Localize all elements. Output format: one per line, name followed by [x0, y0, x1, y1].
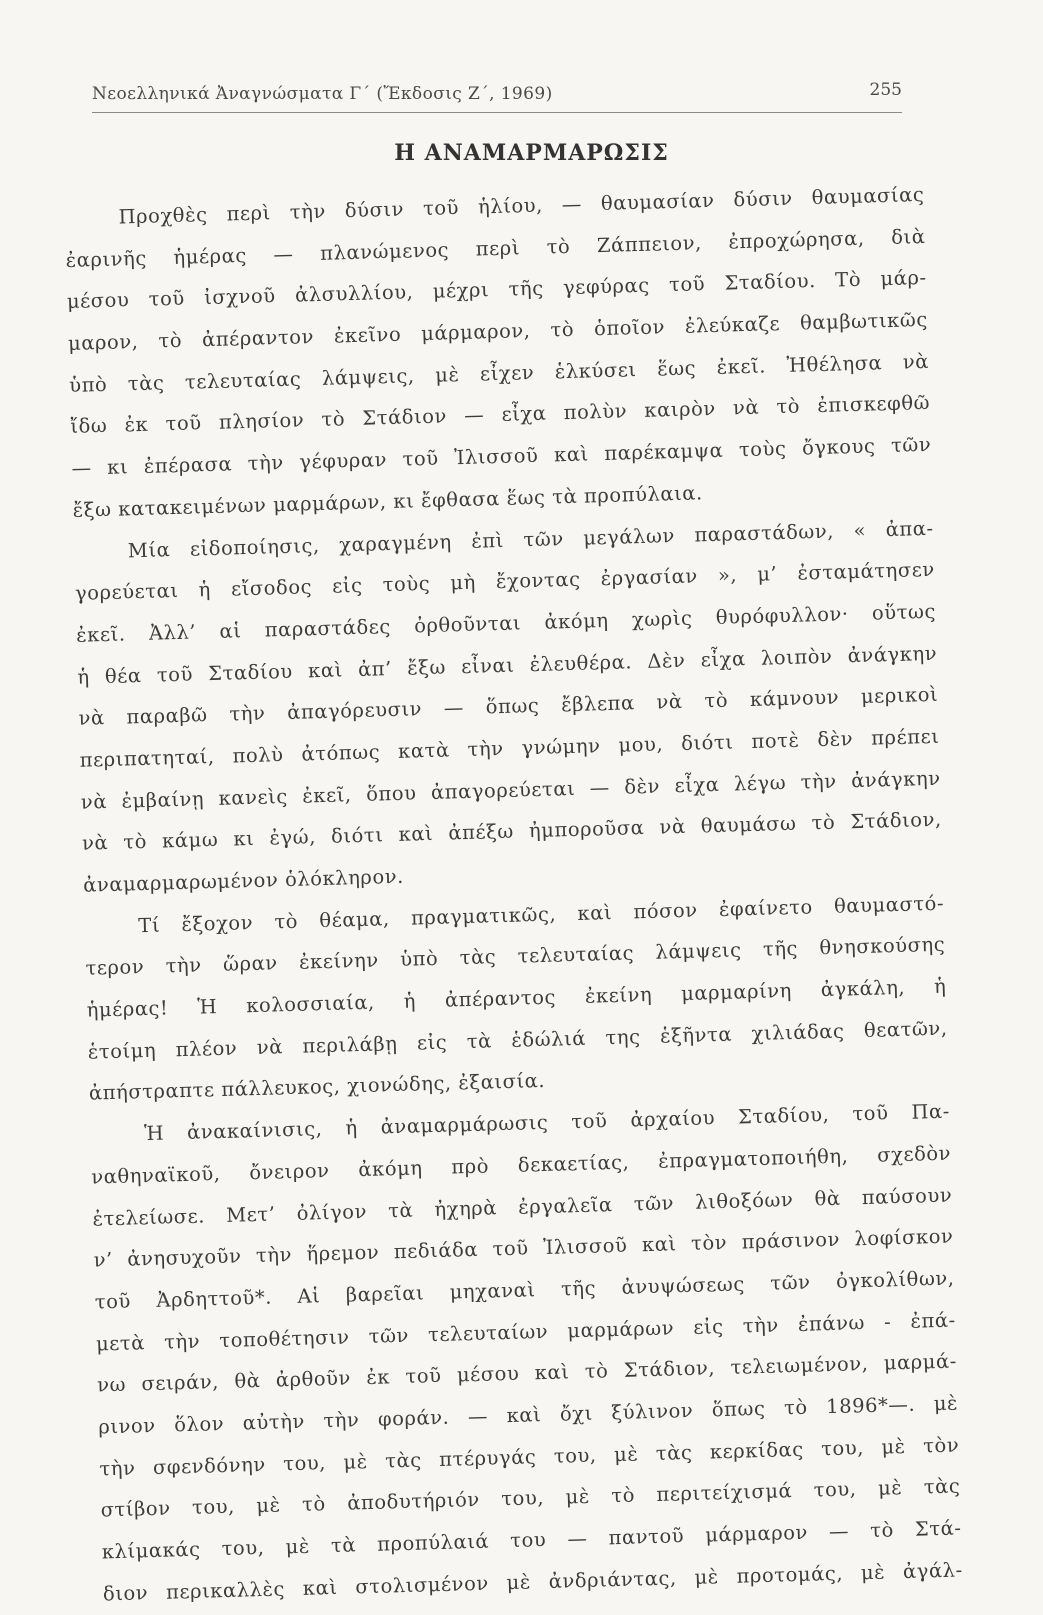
text-line: νὰ τὸ κάμω κι ἐγώ, διότι καὶ ἀπέξω ἠμποροῦσα νὰ θαυμάσω τὸ Στάδιον,: [81, 808, 943, 856]
text-line: ὑπὸ τὰς τελευταίας λάμψεις, μὲ εἶχεν ἑλκύσει ἕως ἐκεῖ. Ἠθέλησα νὰ: [68, 349, 930, 397]
text-line: νὰ ἐμβαίνῃ κανεὶς ἐκεῖ, ὅπου ἀπαγορεύεται — δὲν εἶχα λέγω τὴν ἀνάγκην: [80, 766, 941, 814]
text-line: ἀναμαρμαρωμένον ὁλόκληρον.: [82, 864, 405, 897]
text-line: τερον τὴν ὥραν ἐκείνην ὑπὸ τὰς τελευταίας λάμψεις τῆς θνησκούσης: [85, 933, 946, 981]
text-line: μέσου τοῦ ἰσχνοῦ ἀλσυλλίου, μέχρι τῆς γεφύρας τοῦ Σταδίου. Τὸ μάρ-: [66, 266, 927, 314]
text-line: ἡμέρας! Ἡ κολοσσιαία, ἡ ἀπέραντος ἐκείνη μαρμαρίνη ἀγκάλη, ἡ: [86, 974, 947, 1022]
text-line: διον περικαλλὲς καὶ στολισμένον μὲ ἀνδριάντας, μὲ προτομάς, μὲ ἀγάλ-: [102, 1558, 963, 1606]
text-line: ἑτοίμη πλέον νὰ περιλάβῃ εἰς τὰ ἑδώλιά της ἑξῆντα χιλιάδας θεατῶν,: [87, 1016, 948, 1064]
text-line: ἀπήστραπτε πάλλευκος, χιονώδης, ἐξαισία.: [88, 1069, 546, 1106]
text-line: ἔξω κατακειμένων μαρμάρων, κι ἔφθασα ἕως τὰ προπύλαια.: [72, 481, 703, 522]
text-line: ρινον ὅλον αὐτὴν τὴν φοράν. — καὶ ὄχι ξύλινον ὅπως τὸ 1896*—. μὲ: [98, 1391, 959, 1439]
text-line: νὰ παραβῶ τὴν ἀπαγόρευσιν — ὅπως ἔβλεπα νὰ τὸ κάμνουν μερικοὶ: [78, 683, 939, 731]
text-line: — κι ἐπέρασα τὴν γέφυραν τοῦ Ἰλισσοῦ καὶ παρέκαμψα τοὺς ὄγκους τῶν: [71, 433, 932, 481]
article-body: [64, 174, 963, 1615]
text-line: Προχθὲς περὶ τὴν δύσιν τοῦ ἡλίου, — θαυμασίαν δύσιν θαυμασίας: [118, 182, 925, 229]
text-line: περιπατηταί, πολὺ ἀτόπως κατὰ τὴν γνώμην μου, διότι ποτὲ δὲν πρέπει: [79, 724, 940, 772]
page-number: 255: [869, 80, 902, 100]
text-line: γορεύεται ἡ εἴσοδος εἰς τοὺς μὴ ἔχοντας ἐργασίαν », μ’ ἐσταμάτησεν: [74, 558, 936, 606]
text-line: μαρον, τὸ ἀπέραντον ἐκεῖνο μάρμαρον, τὸ ὁποῖον ἐλεύκαζε θαμβωτικῶς: [67, 307, 929, 356]
text-line: ἐκεῖ. Ἀλλ’ αἱ παραστάδες ὀρθοῦνται ἀκόμη χωρὶς θυρόφυλλον· οὕτως: [75, 599, 937, 647]
text-line: κλίμακάς του, μὲ τὰ προπύλαιά του — παντοῦ μάρμαρον — τὸ Στά-: [101, 1516, 962, 1564]
text-line: ἐτελείωσε. Μετ’ ὀλίγον τὰ ἠχηρὰ ἐργαλεῖα τῶν λιθοξόων θὰ παύσουν: [92, 1183, 953, 1231]
text-line: ἴδω ἐκ τοῦ πλησίον τὸ Στάδιον — εἶχα πολὺν καιρὸν νὰ τὸ ἐπισκεφθῶ: [70, 391, 931, 439]
text-line: Τί ἔξοχον τὸ θέαμα, πραγματικῶς, καὶ πόσον ἐφαίνετο θαυμαστό-: [138, 891, 945, 937]
text-line: ἐαρινῆς ἡμέρας — πλανώμενος περὶ τὸ Ζάππειον, ἐπροχώρησα, διὰ: [65, 224, 926, 272]
text-line: Ἡ ἀνακαίνισις, ἡ ἀναμαρμάρωσις τοῦ ἀρχαίου Σταδίου, τοῦ Πα-: [143, 1099, 951, 1146]
text-line: μετὰ τὴν τοποθέτησιν τῶν τελευταίων μαρμάρων εἰς τὴν ἐπάνω - ἐπά-: [95, 1308, 956, 1356]
text-line: ν’ ἀνησυχοῦν τὴν ἥρεμον πεδιάδα τοῦ Ἰλισσοῦ καὶ τὸν πράσινον λοφίσκον: [93, 1224, 954, 1272]
text-line: τοῦ Ἀρδηττοῦ*. Αἱ βαρεῖαι μηχαναὶ τῆς ἀνυψώσεως τῶν ὀγκολίθων,: [94, 1266, 955, 1314]
text-line: νω σειράν, θὰ ἀρθοῦν ἐκ τοῦ μέσου καὶ τὸ Στάδιον, τελειωμένον, μαρμά-: [96, 1349, 958, 1397]
article-title: Η ΑΝΑΜΑΡΜΑΡΩΣΙΣ: [394, 140, 669, 166]
running-header: [92, 78, 902, 113]
text-line: ἡ θέα τοῦ Σταδίου καὶ ἀπ’ ἔξω εἶναι ἐλευθέρα. Δὲν εἶχα λοιπὸν ἀνάγκην: [77, 641, 938, 689]
text-line: ναθηναϊκοῦ, ὄνειρον ἀκόμη πρὸ δεκαετίας, ἐπραγματοποιήθη, σχεδὸν: [91, 1141, 952, 1189]
running-title: Νεοελληνικά Ἀναγνώσματα Γ΄ (Ἔκδοσις Ζ΄, 1969): [92, 84, 553, 104]
text-line: στίβον του, μὲ τὸ ἀποδυτήριόν του, μὲ τὸ περιτείχισμά του, μὲ τὰς: [100, 1474, 961, 1522]
text-line: τὴν σφενδόνην του, μὲ τὰς πτέρυγάς του, μὲ τὰς κερκίδας του, μὲ τὸν: [99, 1433, 960, 1481]
text-line: Μία εἰδοποίησις, χαραγμένη ἐπὶ τῶν μεγάλων παραστάδων, « ἀπα-: [127, 516, 934, 562]
